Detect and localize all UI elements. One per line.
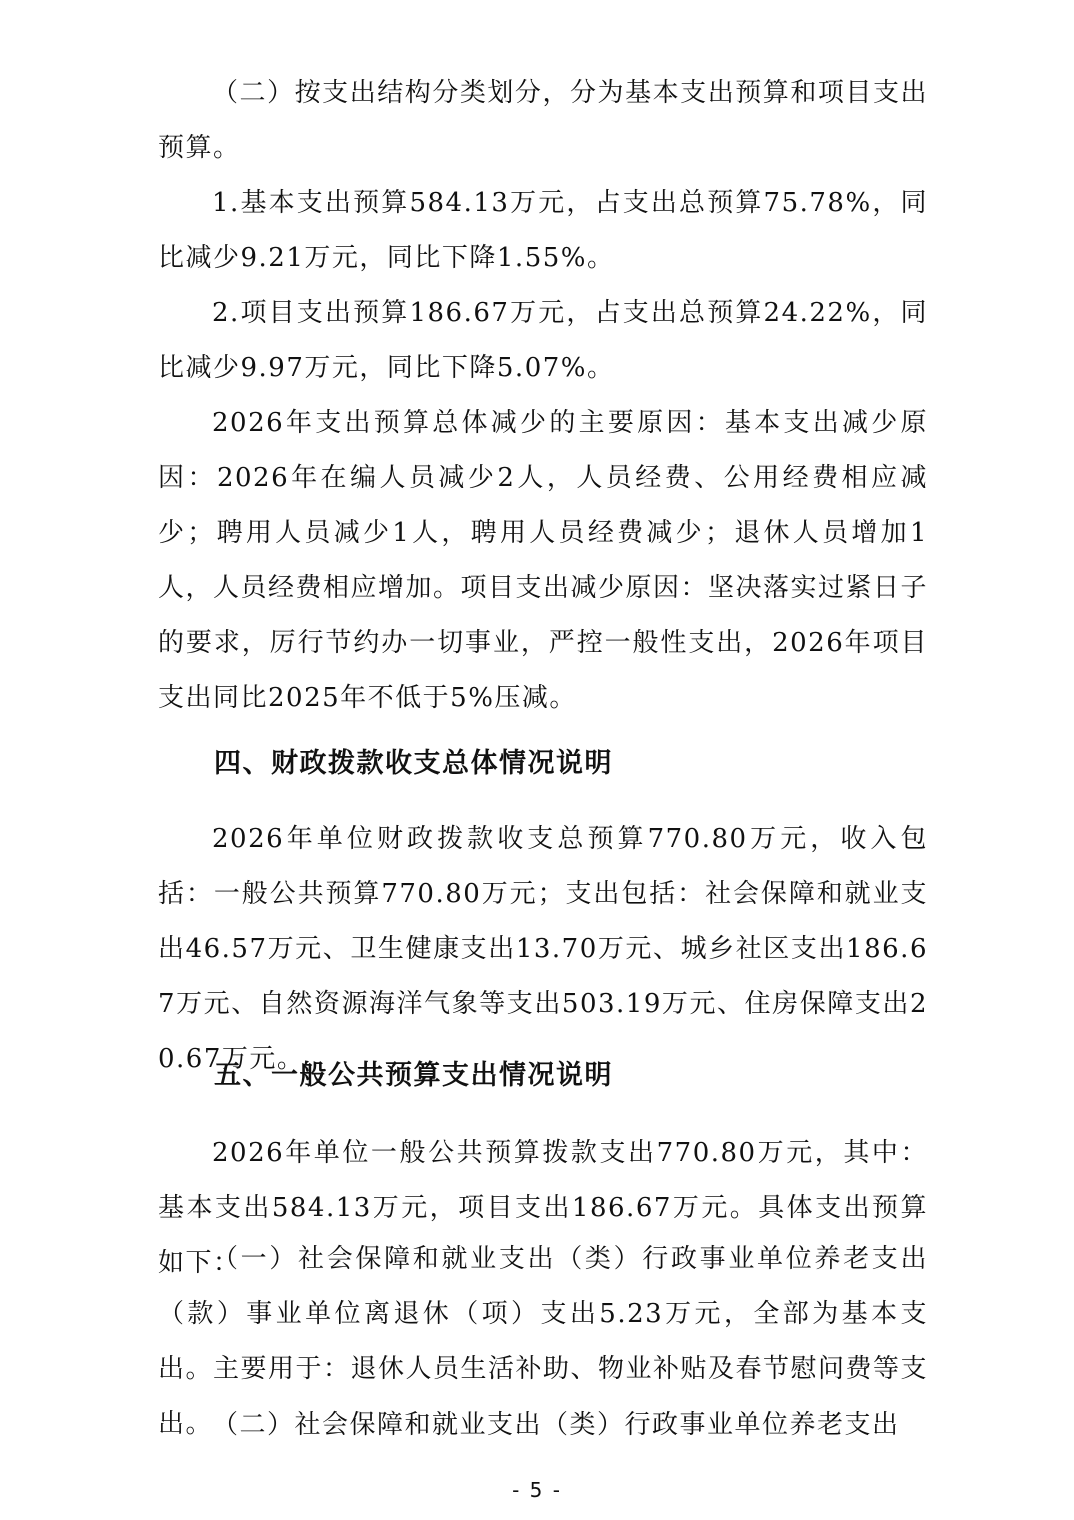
- paragraph-decrease-reasons: 2026年支出预算总体减少的主要原因：基本支出减少原因：2026年在编人员减少2人，人员经费、公用经费相应减少；聘用人员减少1人，聘用人员经费减少；退休人员增加1人，人员经费相应增加。项目支出减少原因：坚决落实过紧日子的要求，厉行节约办一切事业，严控一般性支出，2026年项目支出同比2025年不低于5%压减。: [158, 408, 929, 713]
- paragraph-expenditure-structure: （二）按支出结构分类划分，分为基本支出预算和项目支出预算。: [158, 78, 928, 163]
- section-heading-fiscal-overview: 四、财政拨款收支总体情况说明: [214, 748, 613, 779]
- page-number: - 5 -: [512, 1478, 562, 1502]
- paragraph-pension-expenditure: （二）社会保障和就业支出（类）行政事业单位养老支出: [212, 1410, 900, 1440]
- paragraph-retirement-expenditure: （一）社会保障和就业支出（类）行政事业单位养老支出（款）事业单位离退休（项）支出5.23万元，全部为基本支出。主要用于：退休人员生活补助、物业补贴及春节慰问费等支出。: [158, 1244, 929, 1439]
- paragraph-basic-expenditure: 1.基本支出预算584.13万元，占支出总预算75.78%，同比减少9.21万元，同比下降1.55%。: [158, 188, 928, 273]
- paragraph-project-expenditure: 2.项目支出预算186.67万元，占支出总预算24.22%，同比减少9.97万元，同比下降5.07%。: [158, 298, 928, 383]
- paragraph-general-budget: 2026年单位一般公共预算拨款支出770.80万元，其中：基本支出584.13万元，项目支出186.67万元。具体支出预算如下：: [158, 1138, 928, 1278]
- section-heading-general-budget: 五、一般公共预算支出情况说明: [214, 1060, 613, 1091]
- paragraph-fiscal-overview: 2026年单位财政拨款收支总预算770.80万元，收入包括：一般公共预算770.80万元；支出包括：社会保障和就业支出46.57万元、卫生健康支出13.70万元、城乡社区支出186.67万元、自然资源海洋气象等支出503.19万元、住房保障支出20.67万元。: [158, 824, 928, 1074]
